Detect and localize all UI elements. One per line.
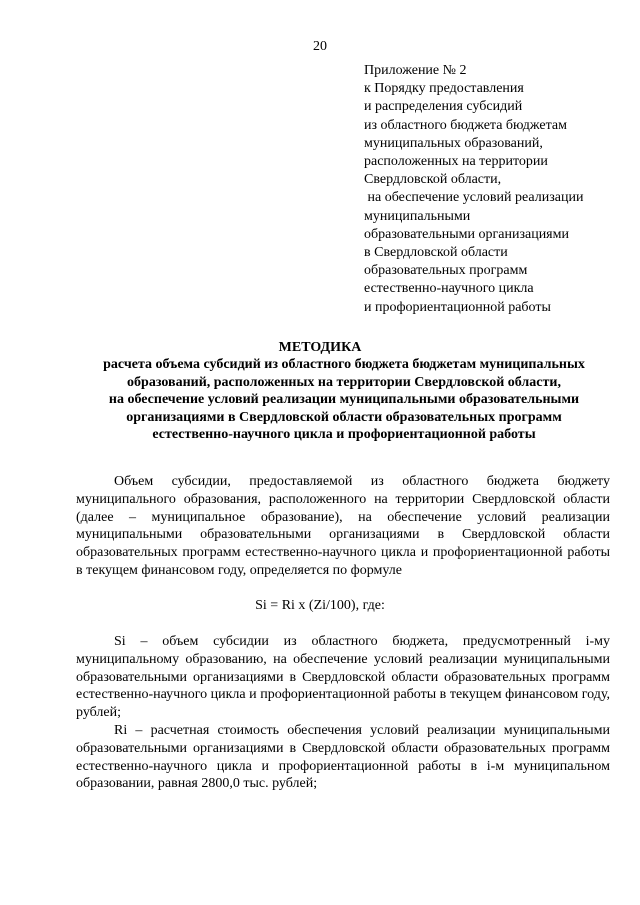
- appendix-line: Свердловской области,: [364, 172, 502, 188]
- subtitle-line: естественно-научного цикла и профориентационной работы: [152, 427, 536, 443]
- appendix-line: образовательных программ: [364, 263, 528, 279]
- appendix-line: на обеспечение условий реализации: [364, 190, 584, 206]
- appendix-line: муниципальными: [364, 208, 471, 224]
- appendix-line: из областного бюджета бюджетам: [364, 117, 567, 133]
- appendix-line: естественно-научного цикла: [364, 281, 534, 297]
- document-title: МЕТОДИКА: [278, 340, 362, 355]
- subtitle-line: на обеспечение условий реализации муниципальными образовательными: [108, 392, 580, 408]
- appendix-line: и профориентационной работы: [364, 299, 551, 315]
- page-number: 20: [313, 39, 327, 54]
- appendix-block: [364, 62, 632, 317]
- appendix-line: к Порядку предоставления: [364, 81, 524, 97]
- formula: Si = Ri x (Zi/100), где:: [255, 598, 385, 613]
- subtitle-line: образований, расположенных на территории Свердловской области,: [127, 374, 561, 390]
- appendix-line: образовательными организациями: [364, 226, 569, 242]
- document-subtitle: [64, 356, 624, 444]
- subtitle-line: расчета объема субсидий из областного бюджета бюджетам муниципальных: [103, 357, 585, 372]
- appendix-line: в Свердловской области: [364, 245, 508, 261]
- appendix-line: муниципальных образований,: [364, 135, 543, 151]
- definition-si: Si – объем субсидии из областного бюджета, предусмотренный i-му муниципальному образованию, на обеспечение условий реализации муниципальными образовательными организациями в Свердловской области образовательных программ естественно-научного цикла и профориентационной работы в текущем финансовом году, рублей;: [76, 634, 610, 721]
- appendix-line: Приложение № 2: [364, 63, 467, 78]
- appendix-line: и распределения субсидий: [364, 99, 523, 115]
- intro-paragraph: Объем субсидии, предоставляемой из областного бюджета бюджету муниципального образования, расположенного на территории Свердловской области (далее – муниципальное образование), на обеспечение условий реализации муниципальными образовательными организациями в Свердловской области образовательных программ естественно-научного цикла и профориентационной работы в текущем финансовом году, определяется по формуле: [76, 474, 610, 578]
- definition-ri: Ri – расчетная стоимость обеспечения условий реализации муниципальными образовательными организациями в Свердловской области образовательных программ естественно-научного цикла и профориентационной работы в i-м муниципальном образовании, равная 2800,0 тыс. рублей;: [76, 722, 610, 792]
- appendix-line: расположенных на территории: [364, 154, 548, 170]
- definitions-section: [76, 633, 610, 793]
- intro-section: [76, 473, 610, 580]
- subtitle-line: организациями в Свердловской области образовательных программ: [126, 409, 562, 425]
